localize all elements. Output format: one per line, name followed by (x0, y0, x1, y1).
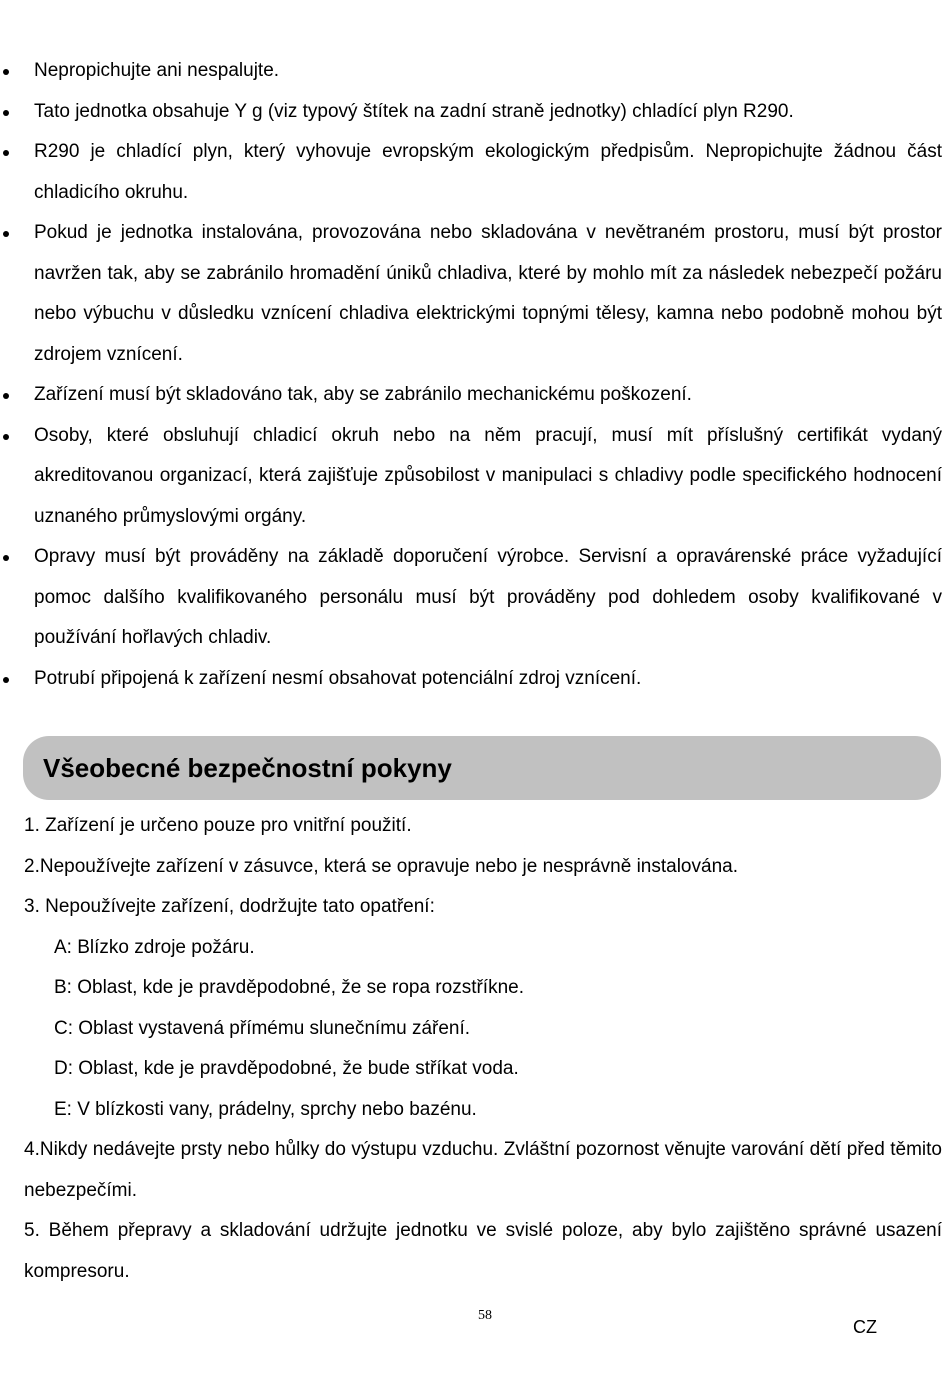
section-title: Všeobecné bezpečnostní pokyny (43, 753, 452, 783)
language-code: CZ (853, 1317, 877, 1337)
instruction-subitem: A: Blízko zdroje požáru. (54, 936, 255, 958)
bullet-icon (3, 150, 9, 156)
instruction-subitem: D: Oblast, kde je pravděpodobné, že bude stříkat voda. (54, 1058, 519, 1079)
warning-item (0, 659, 950, 700)
section-heading-bar (23, 736, 941, 800)
warning-text: Pokud je jednotka instalována, provozována nebo skladována v nevětraném prostoru, musí být prostor navržen tak, aby se zabránilo hromadění úniků chladiva, které by mohlo mít za následek nebezpečí požáru nebo výbuchu v důsledku vznícení chladiva elektrickými topnými tělesy, kamna nebo podobně mohou být zdrojem vznícení. (34, 222, 942, 365)
bullet-icon (3, 677, 9, 683)
bullet-icon (3, 110, 9, 116)
warning-item (0, 537, 950, 659)
warning-text: Opravy musí být prováděny na základě doporučení výrobce. Servisní a opravárenské práce vyžadující pomoc dalšího kvalifikovaného personálu musí být prováděny pod dohledem osoby kvalifikované v používání hořlavých chladiv. (34, 546, 942, 648)
warning-item (0, 92, 950, 133)
instruction-item: 3. Nepoužívejte zařízení, dodržujte tato opatření: (24, 896, 435, 917)
warning-text: Zařízení musí být skladováno tak, aby se zabránilo mechanickému poškození. (34, 384, 692, 405)
bullet-icon (3, 393, 9, 399)
instruction-item: 5. Během přepravy a skladování udržujte jednotku ve svislé poloze, aby bylo zajištěno správné usazení kompresoru. (24, 1220, 942, 1282)
warning-item (0, 375, 950, 416)
bullet-icon (3, 555, 9, 561)
instruction-subitem: C: Oblast vystavená přímému slunečnímu záření. (54, 1017, 471, 1039)
warning-text: Potrubí připojená k zařízení nesmí obsahovat potenciální zdroj vznícení. (34, 667, 642, 689)
warning-item (0, 213, 950, 375)
instruction-item: 1. Zařízení je určeno pouze pro vnitřní použití. (24, 815, 412, 836)
instruction-item: 2.Nepoužívejte zařízení v zásuvce, která se opravuje nebo je nesprávně instalována. (24, 855, 738, 877)
refrigerant-warnings-list (0, 51, 950, 699)
instruction-subitem: E: V blízkosti vany, prádelny, sprchy nebo bazénu. (54, 1098, 477, 1120)
instruction-item: 4.Nikdy nedávejte prsty nebo hůlky do výstupu vzduchu. Zvláštní pozornost věnujte varování dětí před těmito nebezpečími. (24, 1139, 942, 1201)
warning-text: Nepropichujte ani nespalujte. (34, 60, 280, 81)
bullet-icon (3, 434, 9, 440)
warning-text: R290 je chladící plyn, který vyhovuje evropským ekologickým předpisům. Nepropichujte žádnou část chladicího okruhu. (34, 141, 942, 203)
warning-item (0, 416, 950, 538)
warning-item (0, 51, 950, 92)
warning-text: Tato jednotka obsahuje Y g (viz typový štítek na zadní straně jednotky) chladící plyn R290. (34, 100, 794, 122)
instruction-subitem: B: Oblast, kde je pravděpodobné, že se ropa rozstříkne. (54, 977, 524, 998)
page-number: 58 (478, 1308, 492, 1323)
warning-item (0, 132, 950, 213)
safety-instructions (24, 806, 942, 1292)
bullet-icon (3, 231, 9, 237)
bullet-icon (3, 69, 9, 75)
warning-text: Osoby, které obsluhují chladicí okruh nebo na něm pracují, musí mít příslušný certifikát vydaný akreditovanou organizací, která zajišťuje způsobilost v manipulaci s chladivy podle specifického hodnocení uznaného průmyslovými orgány. (34, 424, 942, 527)
